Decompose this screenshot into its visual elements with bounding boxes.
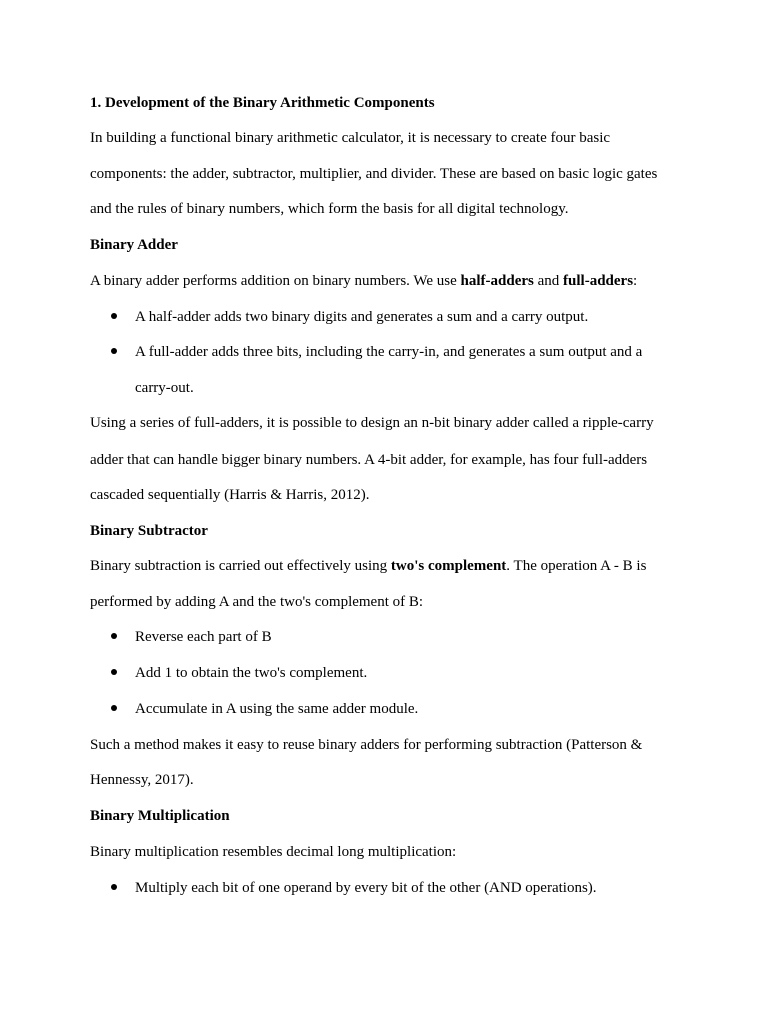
- list-item: Multiply each bit of one operand by every bit of the other (AND operations).: [135, 880, 597, 896]
- bullet-icon: [111, 669, 117, 675]
- subtractor-intro-paragraph-line: performed by adding A and the two's complement of B:: [90, 594, 424, 610]
- multiplication-intro: Binary multiplication resembles decimal long multiplication:: [90, 844, 457, 860]
- adder-intro-text: :: [633, 273, 638, 289]
- subtractor-intro-text: . The operation A - B is: [506, 558, 647, 574]
- list-item: Add 1 to obtain the two's complement.: [135, 665, 368, 681]
- full-adders-term: full-adders: [563, 273, 634, 289]
- adder-paragraph-line: Using a series of full-adders, it is possible to design an n-bit binary adder called a ripple-carry: [90, 415, 654, 431]
- list-item: Reverse each part of B: [135, 629, 272, 645]
- adder-intro-text: A binary adder performs addition on binary numbers. We use: [90, 273, 461, 289]
- bullet-icon: [111, 348, 117, 354]
- list-item-continuation: carry-out.: [135, 380, 194, 396]
- list-item: A half-adder adds two binary digits and generates a sum and a carry output.: [135, 309, 589, 325]
- binary-subtractor-heading: Binary Subtractor: [90, 523, 208, 539]
- binary-adder-heading: Binary Adder: [90, 237, 178, 253]
- adder-paragraph-line: adder that can handle bigger binary numbers. A 4-bit adder, for example, has four full-adders: [90, 452, 648, 468]
- subtractor-intro-paragraph: [90, 556, 646, 576]
- adder-paragraph-line: cascaded sequentially (Harris & Harris, 2012).: [90, 487, 370, 503]
- list-item: Accumulate in A using the same adder module.: [135, 701, 419, 717]
- subtractor-paragraph-line: Such a method makes it easy to reuse binary adders for performing subtraction (Patterson &: [90, 737, 643, 753]
- list-item: A full-adder adds three bits, including the carry-in, and generates a sum output and a: [135, 344, 643, 360]
- intro-paragraph-line: In building a functional binary arithmetic calculator, it is necessary to create four basic: [90, 130, 611, 146]
- adder-intro-text: and: [533, 273, 564, 289]
- subtractor-paragraph-line: Hennessy, 2017).: [90, 772, 194, 788]
- binary-multiplication-heading: Binary Multiplication: [90, 808, 230, 824]
- adder-intro-paragraph: [90, 271, 637, 291]
- intro-paragraph-line: and the rules of binary numbers, which form the basis for all digital technology.: [90, 201, 569, 217]
- subtractor-intro-text: Binary subtraction is carried out effectively using: [90, 558, 391, 574]
- section-heading: 1. Development of the Binary Arithmetic Components: [90, 95, 435, 111]
- bullet-icon: [111, 884, 117, 890]
- twos-complement-term: two's complement: [390, 558, 507, 574]
- bullet-icon: [111, 313, 117, 319]
- intro-paragraph-line: components: the adder, subtractor, multiplier, and divider. These are based on basic logic gates: [90, 166, 658, 182]
- half-adders-term: half-adders: [460, 273, 534, 289]
- bullet-icon: [111, 705, 117, 711]
- bullet-icon: [111, 633, 117, 639]
